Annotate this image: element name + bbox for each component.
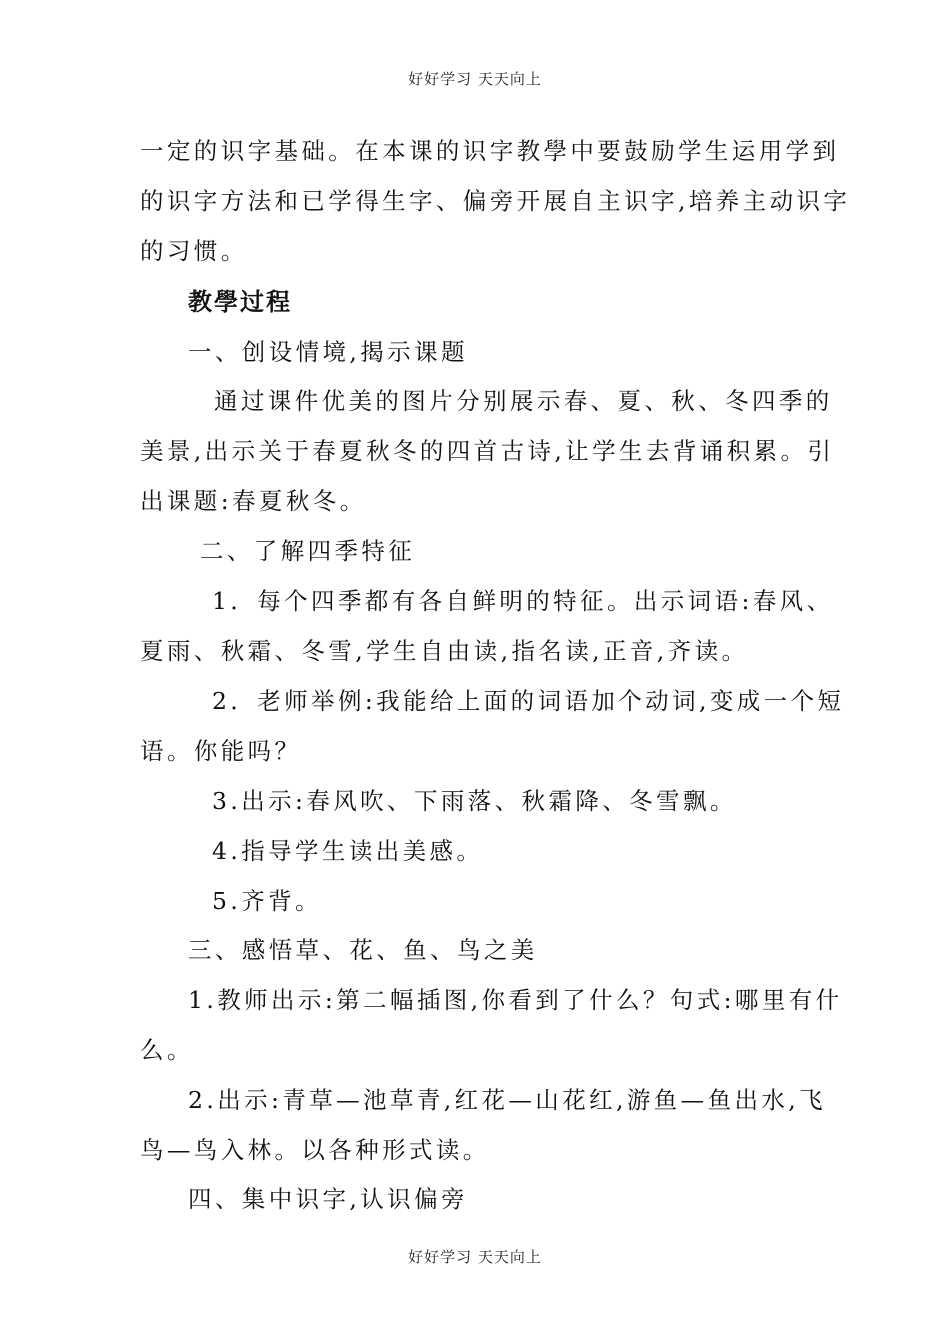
subheading-line: 四、集中识字,认识偏旁: [188, 1185, 468, 1213]
page-footer: 好好学习 天天向上: [408, 1248, 542, 1266]
section-heading: 教學过程: [188, 287, 292, 316]
subheading-line: 一、创设情境,揭示课题: [188, 338, 468, 366]
subheading-line: 三、感悟草、花、鱼、鸟之美: [188, 936, 538, 964]
body-line: 1.教师出示:第二幅插图,你看到了什么？句式:哪里有什: [188, 986, 843, 1014]
body-line: 的习惯。: [140, 237, 248, 265]
body-line: 2．老师举例:我能给上面的词语加个动词,变成一个短: [212, 687, 845, 715]
body-line: 的识字方法和已学得生字、偏旁开展自主识字,培养主动识字: [140, 187, 851, 215]
body-line: 1．每个四季都有各自鲜明的特征。出示词语:春风、: [212, 587, 834, 615]
body-line: 通过课件优美的图片分别展示春、夏、秋、冬四季的: [214, 387, 833, 415]
body-line: 一定的识字基础。在本课的识字教學中要鼓励学生运用学到: [140, 137, 840, 165]
body-line: 2.出示:青草—池草青,红花—山花红,游鱼—鱼出水,飞: [188, 1086, 827, 1114]
body-line: 美景,出示关于春夏秋冬的四首古诗,让学生去背诵积累。引: [140, 437, 835, 465]
body-line: 语。你能吗？: [140, 737, 302, 765]
body-line: 5.齐背。: [212, 887, 322, 915]
body-line: 夏雨、秋霜、冬雪,学生自由读,指名读,正音,齐读。: [140, 637, 749, 665]
page-header: 好好学习 天天向上: [408, 70, 542, 88]
body-line: 鸟—鸟入林。以各种形式读。: [140, 1136, 490, 1164]
body-line: 么。: [140, 1036, 194, 1064]
subheading-line: 二、了解四季特征: [200, 537, 416, 565]
body-line: 3.出示:春风吹、下雨落、秋霜降、冬雪飘。: [212, 787, 737, 815]
body-line: 4.指导学生读出美感。: [212, 837, 484, 865]
body-line: 出课题:春夏秋冬。: [140, 487, 367, 515]
